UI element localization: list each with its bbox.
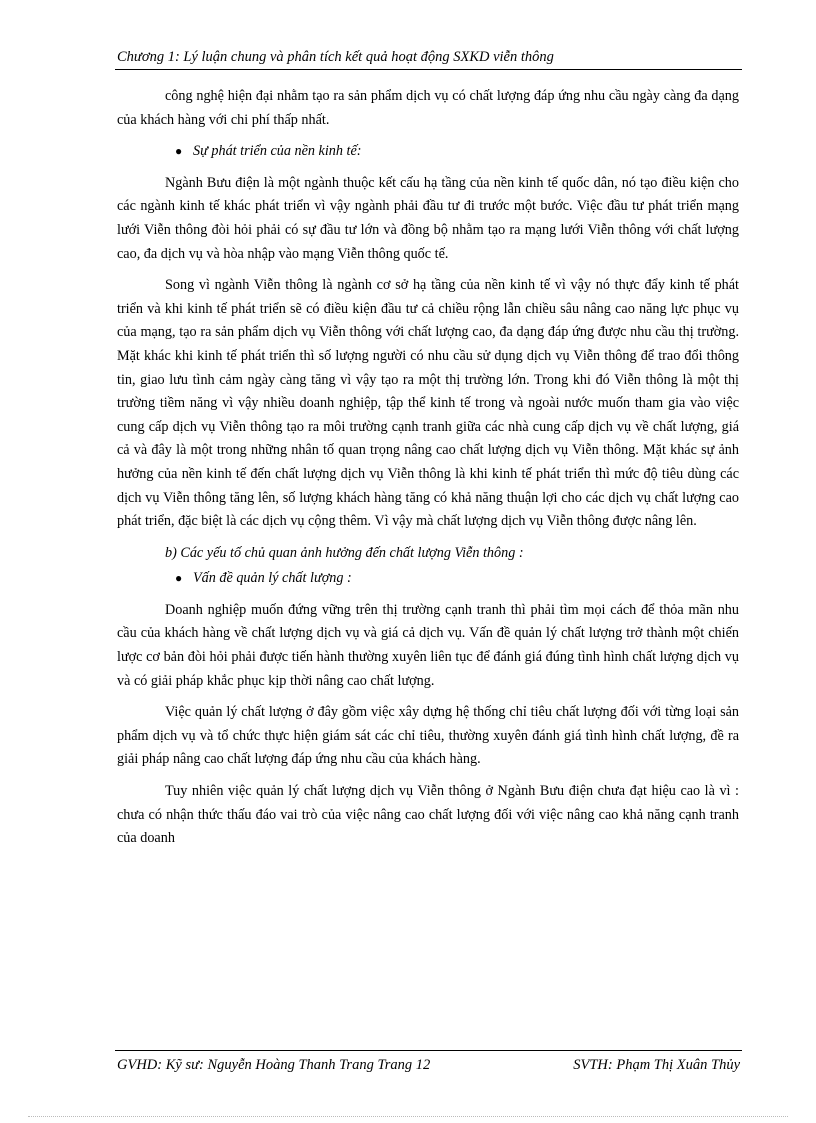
bullet-icon: ● [175,144,183,159]
bullet-heading-economy [117,140,739,164]
document-body [117,85,739,859]
footer-right: SVTH: Phạm Thị Xuân Thủy [573,1057,740,1073]
paragraph: Tuy nhiên việc quản lý chất lượng dịch vụ Viễn thông ở Ngành Bưu điện chưa đạt hiệu cao là vì : chưa có nhận thức thấu đáo vai trò của việc nâng cao chất lượng đối với việc nâng cao khả năng cạnh tranh của doanh [117,783,739,847]
page-header: Chương 1: Lý luận chung và phân tích kết quả hoạt động SXKD viễn thông [117,49,554,65]
page-footer [117,1057,740,1074]
paragraph: Doanh nghiệp muốn đứng vững trên thị trường cạnh tranh thì phải tìm mọi cách để thỏa mãn nhu cầu của khách hàng về chất lượng dịch vụ và giá cả dịch vụ. Vấn đề quản lý chất lượng trở thành một chiến lược cơ bản đòi hỏi phải được tiến hành thường xuyên liên tục để đánh giá đúng tình hình chất lượng dịch vụ và có giải pháp khắc phục kịp thời nâng cao chất lượng. [117,601,739,689]
page-bottom-border [28,1116,788,1117]
bullet-heading-text: Vấn đề quản lý chất lượng : [193,570,352,587]
paragraph: Song vì ngành Viễn thông là ngành cơ sở hạ tầng của nền kinh tế vì vậy nó thực đẩy kinh tế phát triển và khi kinh tế phát triển sẽ có điều kiện đầu tư cả chiều rộng lẫn chiều sâu nâng cao năng lực phục vụ của mạng, tạo ra sản phẩm dịch vụ Viễn thông với chất lượng cao, đa dạng đáp ứng được nhu cầu thị trường. Mặt khác khi kinh tế phát triển thì số lượng người có nhu cầu sử dụng dịch vụ Viễn thông để trao đổi thông tin, giao lưu tình cảm ngày càng tăng vì vậy tạo ra một thị trường lớn. Trong khi đó Viễn thông là một thị trường tiềm năng vì vậy nhiều doanh nghiệp, tập thể kinh tế trong và ngoài nước muốn tham gia vào việc cung cấp dịch vụ Viễn thông tạo ra môi trường cạnh tranh giữa các nhà cung cấp dịch vụ về chất lượng, giá cả và đây là một trong những nhân tố quan trọng nâng cao chất lượng dịch vụ Viễn thông. Mặt khác sự ảnh hưởng của nền kinh tế đến chất lượng dịch vụ Viễn thông là khi kinh tế phát triển thì mức độ tiêu dùng các dịch vụ Viễn thông tăng lên, số lượng khách hàng tăng có khả năng thuận lợi cho các dịch vụ chất lượng cao phát triển, đặc biệt là các dịch vụ cộng thêm. Vì vậy mà chất lượng dịch vụ Viễn thông được nâng lên. [117,277,739,530]
section-heading: b) Các yếu tố chủ quan ảnh hưởng đến chất lượng Viễn thông : [165,544,524,561]
header-divider [115,69,742,70]
paragraph: Việc quản lý chất lượng ở đây gồm việc xây dựng hệ thống chỉ tiêu chất lượng đối với từng loại sản phẩm dịch vụ và tổ chức thực hiện giám sát các chỉ tiêu, thường xuyên đánh giá tình hình chất lượng, đề ra giải pháp nâng cao chất lượng đáp ứng nhu cầu của khách hàng. [117,704,739,768]
bullet-heading-text: Sự phát triển của nền kinh tế: [193,143,362,160]
bullet-heading-quality-management [117,567,739,591]
paragraph: Ngành Bưu điện là một ngành thuộc kết cấu hạ tầng của nền kinh tế quốc dân, nó tạo điều kiện cho các ngành kinh tế khác phát triển vì vậy ngành phải đầu tư đi trước một bước. Việc đầu tư phát triển mạng lưới Viễn thông đòi hỏi phải có sự đầu tư lớn và đồng bộ nhằm tạo ra mạng lưới Viễn thông với chất lượng cao, đa dịch vụ và hòa nhập vào mạng Viễn thông quốc tế. [117,174,739,262]
footer-divider [115,1050,742,1051]
footer-left: GVHD: Kỹ sư: Nguyễn Hoàng Thanh Trang Trang 12 [117,1057,431,1073]
bullet-icon: ● [175,571,183,586]
paragraph-continuation: công nghệ hiện đại nhằm tạo ra sản phẩm dịch vụ có chất lượng đáp ứng nhu cầu ngày càng đa dạng của khách hàng với chi phí thấp nhất. [117,88,739,128]
